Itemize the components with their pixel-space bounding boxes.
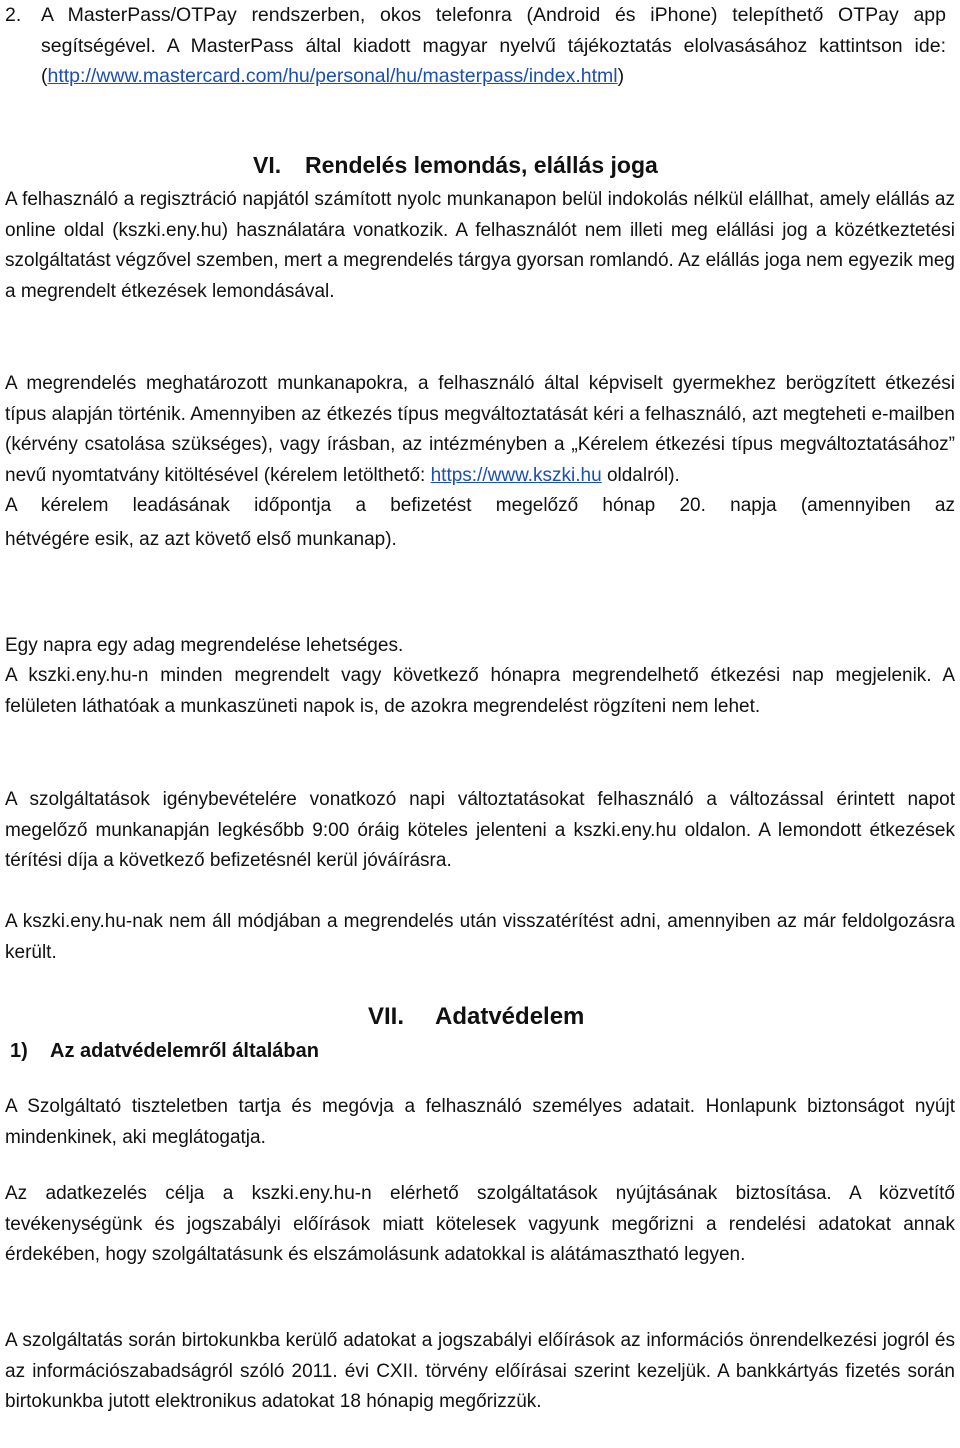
section-heading-vi: VI. Rendelés lemondás, elállás joga <box>253 152 658 178</box>
subheading-1: 1) Az adatvédelemről általában <box>10 1040 319 1062</box>
kszki-link[interactable]: https://www.kszki.hu <box>430 464 602 486</box>
paragraph-withdrawal: A felhasználó a regisztráció napjától számított nyolc munkanapon belül indokolás nélkül elállhat, amely elállás az online oldal (kszki.eny.hu) használatára vonatkozik. A felhasználót nem illeti meg elállási jog a közétkeztetési szolgáltatást végzővel szemben, mert a megrendelés tárgya gyorsan romlandó. Az elállás joga nem egyezik meg a megrendelt étkezések lemondásával. <box>5 189 955 302</box>
paragraph-one-per-day: Egy napra egy adag megrendelése lehetséges. <box>5 635 404 656</box>
paragraph-refund: A kszki.eny.hu-nak nem áll módjában a megrendelés után visszatérítést adni, amennyiben az már feldolgozásra került. <box>5 911 955 963</box>
paragraph-order: A megrendelés meghatározott munkanapokra, a felhasználó által képviselt gyermekhez berögzített étkezési típus alapján történik. Amennyiben az étkezés típus megváltoztatását kéri a felhasználó, azt megteheti e-mailben (kérvény csatolása szükséges), vagy írásban, az intézményben a „Kérelem étkezési típus megváltoztatásához” nevű nyomtatvány kitöltésével (kérelem letölthető: https://www.kszki.hu oldalról). A kérelem leadásának időpontja a befizetést megelőző hónap 20. napja (amennyiben az hétvégére esik, az azt követő első munkanap). <box>5 369 955 555</box>
list-item-text: A MasterPass/OTPay rendszerben, okos telefonra (Android és iPhone) telepíthető OTPay app segítségével. A MasterPass által kiadott magyar nyelvű tájékoztatás elolvasásához kattintson ide: (http://www.mastercard.com/hu/personal/hu/masterpass/index.html) <box>41 4 946 87</box>
paragraph-privacy-3: A szolgáltatás során birtokunkba kerülő adatokat a jogszabályi előírások az információs önrendelkezési jogról és az információszabadságról szóló 2011. évi CXII. törvény előírásai szerint kezeljük. A bankkártyás fizetés során birtokunkba jutott elektronikus adatokat 18 hónapig megőrizzük. <box>5 1330 955 1412</box>
list-item-number: 2. <box>5 4 22 26</box>
paragraph-privacy-2: Az adatkezelés célja a kszki.eny.hu-n elérhető szolgáltatások nyújtásának biztosítása. A közvetítő tevékenységünk és jogszabályi előírások miatt kötelesek vagyunk megőrizni a rendelési adatokat annak érdekében, hogy szolgáltatásunk és elszámolásunk adatokkal is alátámasztható legyen. <box>5 1183 955 1265</box>
masterpass-link[interactable]: http://www.mastercard.com/hu/personal/hu/masterpass/index.html <box>47 65 618 87</box>
paragraph-daily-changes: A szolgáltatások igénybevételére vonatkozó napi változtatásokat felhasználó a változással érintett napot megelőző munkanapján legkésőbb 9:00 óráig köteles jelenteni a kszki.eny.hu oldalon. A lemondott étkezések térítési díja a következő befizetésnél kerül jóváírásra. <box>5 789 955 871</box>
paragraph-privacy-1: A Szolgáltató tiszteletben tartja és megóvja a felhasználó személyes adatait. Honlapunk biztonságot nyújt mindenkinek, aki meglátogatja. <box>5 1096 955 1148</box>
list-item-2 <box>5 0 950 125</box>
paragraph-calendar: A kszki.eny.hu-n minden megrendelt vagy következő hónapra megrendelhető étkezési nap megjelenik. A felületen láthatóak a munkaszüneti napok is, de azokra megrendelést rögzíteni nem lehet. <box>5 665 955 717</box>
section-heading-vii: VII. Adatvédelem <box>368 1003 585 1030</box>
deadline-line-1: A kérelem leadásának időpontja a befizetést megelőző hónap 20. napja (amennyiben az <box>5 495 955 516</box>
deadline-line-2: hétvégére esik, az azt követő első munkanap). <box>5 528 397 550</box>
